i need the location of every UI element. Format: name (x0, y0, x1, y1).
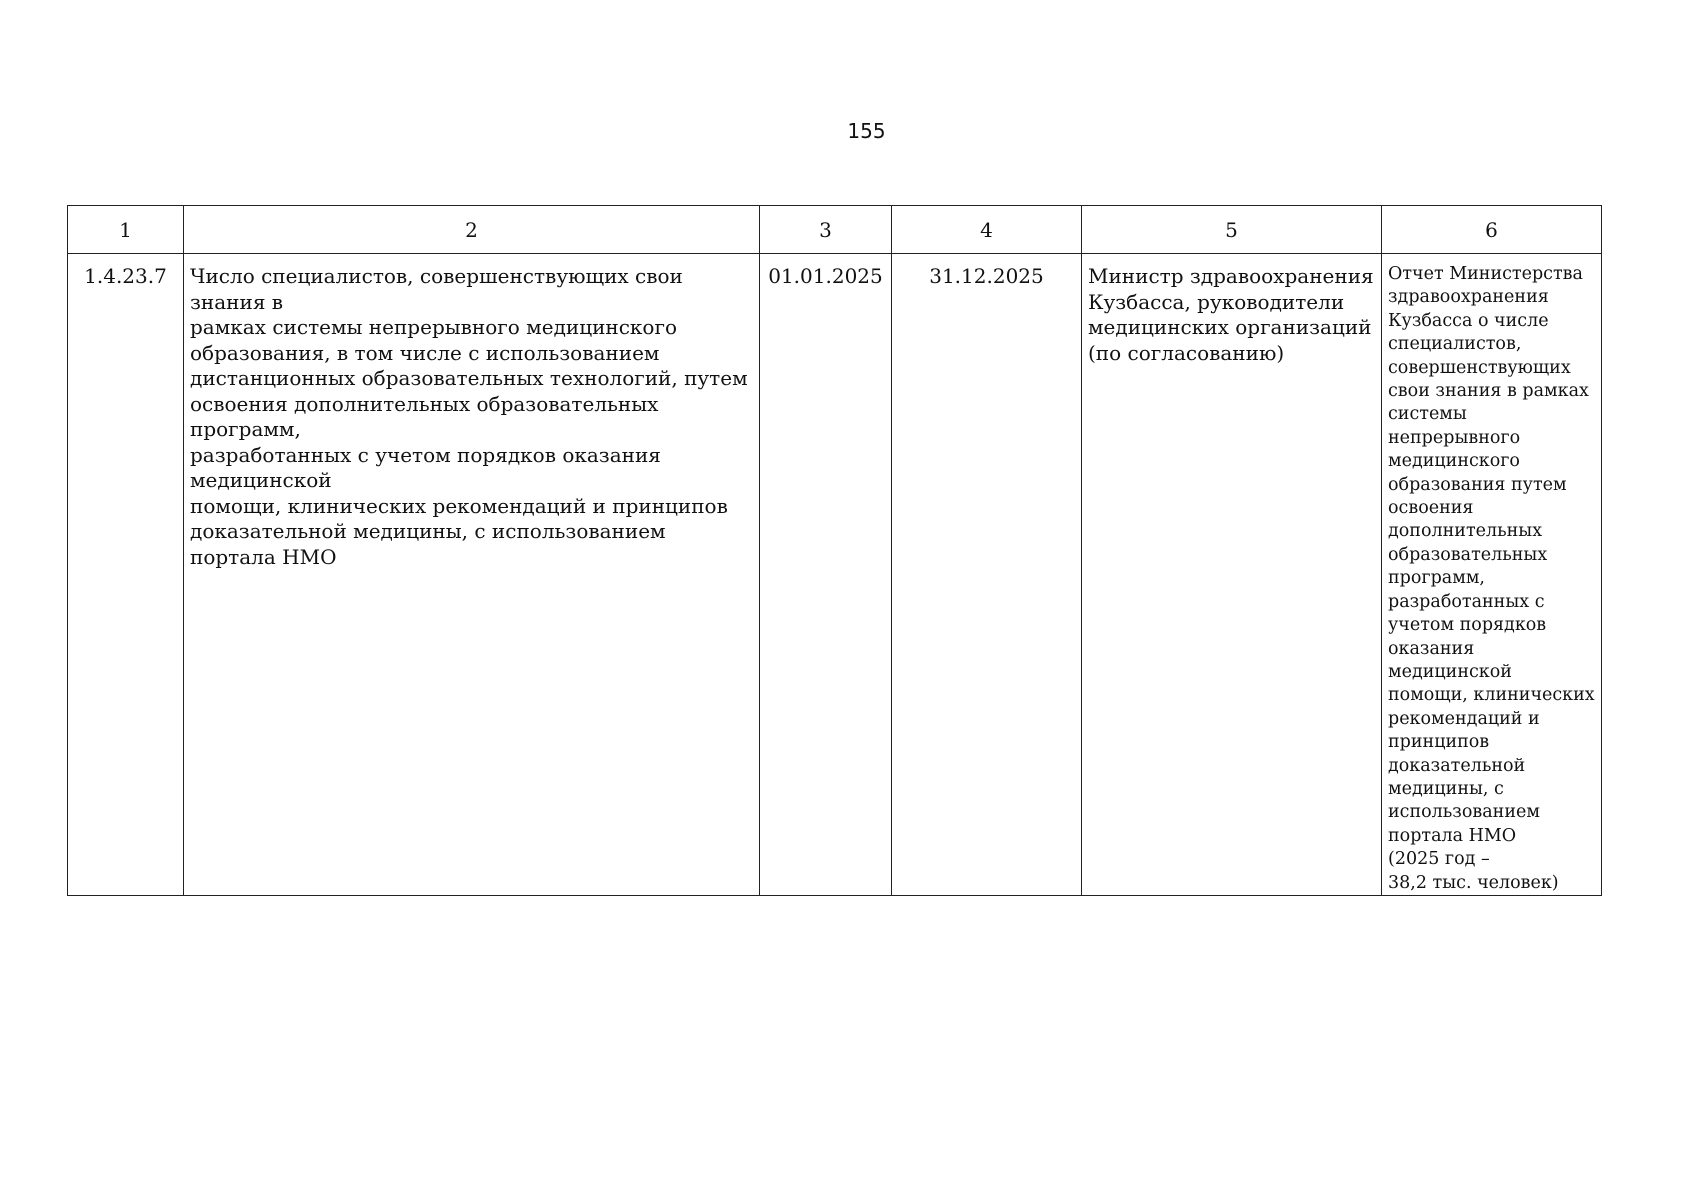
row-description: Число специалистов, совершенствующих свои знания в рамках системы непрерывного медицинского образования, в том числе с использованием дистанционных образовательных технологий, путем освоения дополнительных образовательных программ, разработанных с учетом порядков оказания медицинской помощи, клинических рекомендаций и принципов доказательной медицины, с использованием портала НМО (190, 264, 748, 569)
start-date-cell (760, 254, 892, 896)
responsible-cell (1082, 254, 1382, 896)
row-result: Отчет Министерства здравоохранения Кузбасса о числе специалистов, совершенствующих свои знания в рамках системы непрерывного медицинского образования путем освоения дополнительных образовательных программ, разработанных с учетом порядков оказания медицинской помощи, клинических рекомендаций и принципов доказательной медицины, с использованием портала НМО (2025 год – 38,2 тыс. человек) (1388, 264, 1595, 893)
column-header-1: 1 (68, 206, 184, 254)
row-start-date: 01.01.2025 (768, 264, 883, 288)
column-header-6: 6 (1382, 206, 1602, 254)
column-header-3: 3 (760, 206, 892, 254)
result-cell (1382, 254, 1602, 896)
page-number: 155 (847, 119, 886, 143)
plan-table (67, 205, 1602, 896)
column-header-4: 4 (892, 206, 1082, 254)
column-header-5: 5 (1082, 206, 1382, 254)
row-end-date: 31.12.2025 (929, 264, 1044, 288)
description-cell (184, 254, 760, 896)
row-responsible: Министр здравоохранения Кузбасса, руководители медицинских организаций (по согласованию) (1088, 264, 1374, 365)
row-number-cell (68, 254, 184, 896)
table-row (68, 254, 1602, 896)
end-date-cell (892, 254, 1082, 896)
table-header-row (68, 206, 1602, 254)
row-number: 1.4.23.7 (84, 264, 167, 288)
column-header-2: 2 (184, 206, 760, 254)
